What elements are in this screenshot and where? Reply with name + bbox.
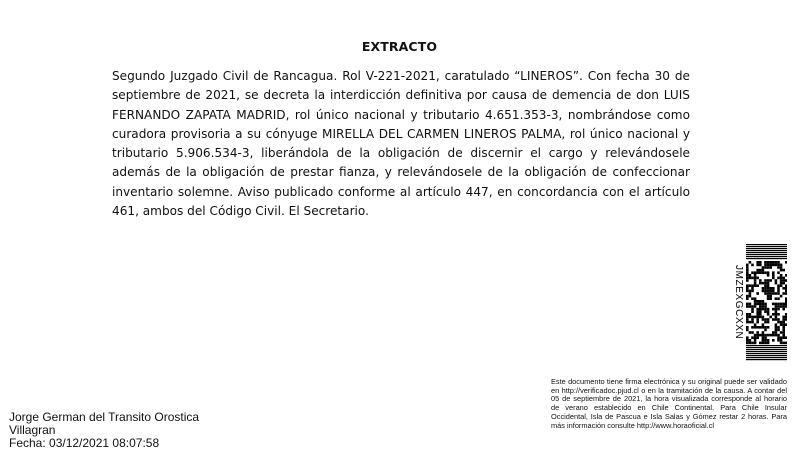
verification-code: JMZEXGCXXN bbox=[733, 265, 744, 340]
signer-name: Jorge German del Transito Orostica bbox=[9, 410, 200, 424]
electronic-signature-note: Este documento tiene firma electrónica y su original puede ser validado en http://verificadoc.pjud.cl o en la tramitación de la causa. A contar del 05 de septiembre de 2021, la hora visualizada corresponde al horario de verano establecido en Chile Continental. Para Chile Insular Occidental, Isla de Pascua e Isla Salas y Gómez restar 2 horas. Para más información consulte http://www.horaoficial.cl bbox=[551, 377, 787, 430]
extract-body: Segundo Juzgado Civil de Rancagua. Rol V-221-2021, caratulado “LINEROS”. Con fecha 30 de septiembre de 2021, se decreta la interdicción definitiva por causa de demencia de don LUIS FERNANDO ZAPATA MADRID, rol único nacional y tributario 4.651.353-3, nombrándose como curadora provisoria a su cónyuge MIRELLA DEL CARMEN LINEROS PALMA, rol único nacional y tributario 5.906.534-3, liberándola de la obligación de discernir el cargo y relevándosele además de la obligación de prestar fianza, y relevándosele de la obligación de confeccionar inventario solemne. Aviso publicado conforme al artículo 447, en concordancia con el artículo 461, ambos del Código Civil. El Secretario. bbox=[112, 69, 690, 219]
signer-name-continued: Villagran bbox=[9, 423, 56, 437]
signature-block bbox=[9, 411, 309, 450]
signature-date: Fecha: 03/12/2021 08:07:58 bbox=[9, 436, 160, 450]
document-title: EXTRACTO bbox=[361, 39, 438, 54]
